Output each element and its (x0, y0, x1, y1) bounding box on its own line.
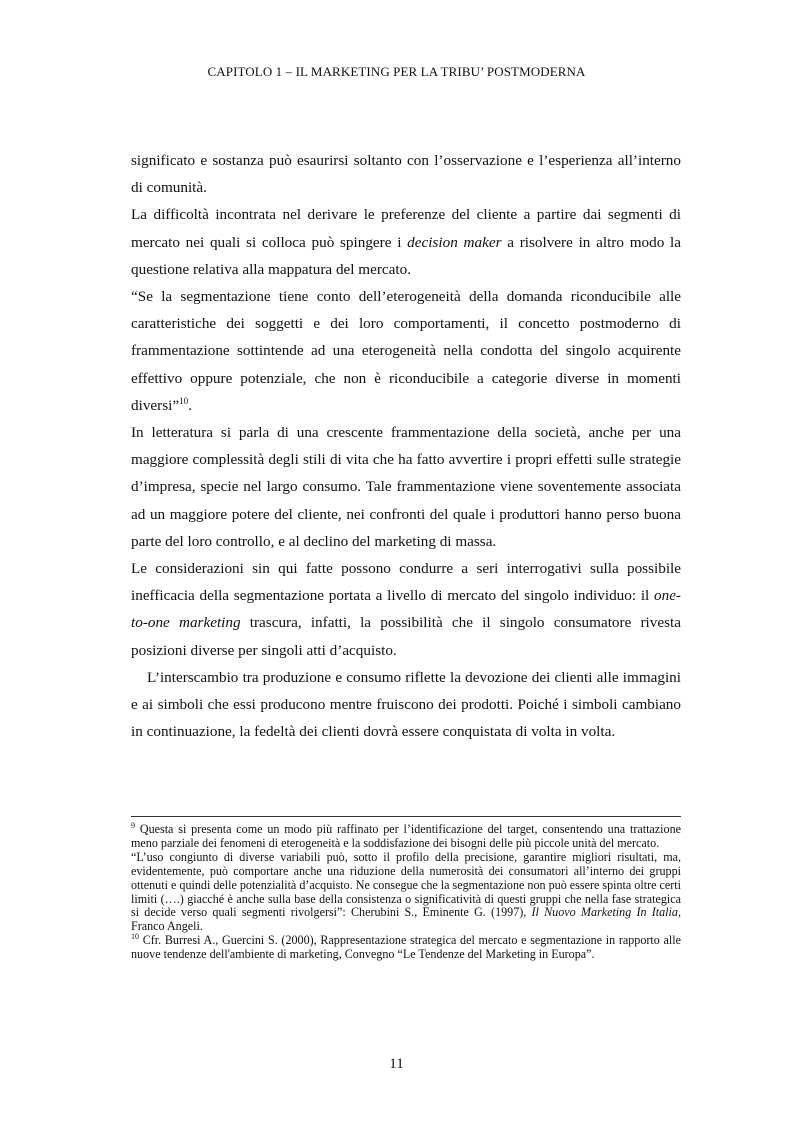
running-header: CAPITOLO 1 – IL MARKETING PER LA TRIBU’ POSTMODERNA (207, 64, 586, 79)
text-run: “L’uso congiunto di diverse variabili può, sotto il profilo della precisione, garantire migliori risultati, ma, evidentemente, può comportare anche una riduzione della numerosità dei consumatori all’interno dei gruppi ottenuti e quindi delle potenzialità d’acquisto. Ne consegue che la segmentazione non può essere spinta oltre certi limiti (….) giacché è anche sulla base della consistenza o significatività di questi gruppi che nella fase strategica si decide verso quali segmenti rivolgersi”: Cherubini S., Eminente G. (1997), (131, 849, 681, 920)
emphasis: one-to-one marketing (131, 587, 681, 632)
paragraph: In letteratura si parla di una crescente frammentazione della società, anche per una maggiore complessità degli stili di vita che ha fatto avvertire i propri effetti sulle strategie d’impresa, specie nel largo consumo. Tale frammentazione viene soventemente associata ad un maggiore potere del cliente, nei confronti del quale i produttori hanno perso buona parte del loro controllo, e al declino del marketing di massa. (131, 424, 681, 550)
quote-paragraph (131, 283, 681, 419)
paragraph: significato e sostanza può esaurirsi soltanto con l’osservazione e l’esperienza all’interno di comunità. (131, 152, 681, 197)
footnote-9 (131, 820, 681, 851)
footnote-number: 10 (131, 932, 139, 942)
emphasis: decision maker (407, 233, 502, 251)
footnotes (131, 820, 681, 962)
footnote-9-quote (131, 851, 681, 934)
paragraph: L’interscambio tra produzione e consumo riflette la devozione dei clienti alle immagini e ai simboli che essi producono mentre fruiscono dei prodotti. Poiché i simboli cambiano in continuazione, la fedeltà dei clienti dovrà essere conquistata di volta in volta. (131, 668, 681, 741)
text-run: . (188, 396, 192, 414)
text-run: a risolvere in altro modo la questione relativa alla mappatura del mercato. (131, 233, 681, 278)
paragraph (131, 201, 681, 283)
emphasis: Il Nuovo Marketing In Italia (531, 905, 678, 920)
text-run: La difficoltà incontrata nel derivare le preferenze del cliente a partire dai segmenti di mercato nei quali si colloca può spingere i (131, 206, 681, 251)
main-text (131, 147, 681, 745)
paragraph (131, 555, 681, 664)
footnote-text: Cfr. Burresi A., Guercini S. (2000), Rappresentazione strategica del mercato e segmentazione in rapporto alle nuove tendenze dell'ambiente di marketing, Convegno “Le Tendenze del Marketing in Europa”. (131, 933, 681, 962)
footnote-separator (131, 816, 681, 817)
text-run: “Se la segmentazione tiene conto dell’eterogeneità della domanda riconducibile alle caratteristiche dei soggetti e dei loro comportamenti, il concetto postmoderno di frammentazione sottintende ad una eterogeneità nella condotta del singolo acquirente effettivo oppure potenziale, che non è riconducibile a categorie diverse in momenti diversi” (131, 288, 681, 414)
page-number: 11 (389, 1056, 404, 1072)
footnote-text: Questa si presenta come un modo più raffinato per l’identificazione del target, consentendo una trattazione meno parziale dei fenomeni di eterogeneità e la soddisfazione dei bisogni delle più piccole unità del mercato. (131, 822, 681, 850)
text-run: Le considerazioni sin qui fatte possono condurre a seri interrogativi sulla possibile inefficacia della segmentazione portata a livello di mercato del singolo individuo: il (131, 560, 681, 605)
footnote-ref-10: 10 (179, 395, 189, 406)
footnote-10 (131, 934, 681, 962)
footnote-number: 9 (131, 820, 135, 830)
text-run: trascura, infatti, la possibilità che il singolo consumatore rivesta posizioni diverse per singoli atti d’acquisto. (131, 614, 681, 659)
text-run: , Franco Angeli. (131, 905, 681, 934)
